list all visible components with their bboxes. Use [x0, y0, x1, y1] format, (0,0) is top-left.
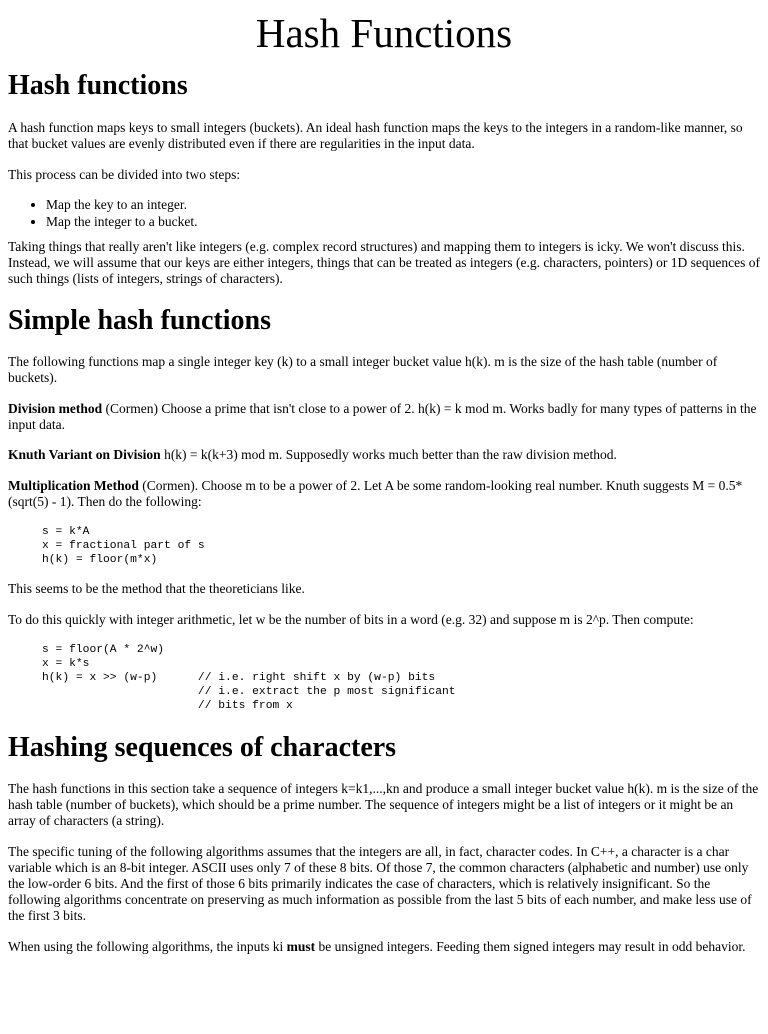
paragraph-knuth-variant — [8, 447, 760, 463]
section-heading-hash-functions: Hash functions — [8, 70, 188, 101]
paragraph-character-codes: The specific tuning of the following algorithms assumes that the integers are all, in fact, character codes. In C++, a character is a char variable which is an 8-bit integer. ASCII uses only 7 of these 8 bits. Of those 7, the common characters (alphabetic and number) use only the low-order 6 bits. And the first of those 6 bits primarily indicates the case of characters, which is relatively insignificant. So the following algorithms concentrate on preserving as much information as possible from the last 5 bits of each number, and make less use of the first 3 bits. — [8, 844, 752, 923]
paragraph-multiplication-method — [8, 478, 760, 510]
code-block-multiplication: s = k*A x = fractional part of s h(k) = floor(m*x) — [42, 526, 205, 566]
paragraph-icky-keys: Taking things that really aren't like integers (e.g. complex record structures) and mapping them to integers is icky. We won't discuss this. Instead, we will assume that our keys are either integers, things that can be treated as integers (e.g. characters, pointers) or 1D sequences of such things (lists of integers, strings of characters). — [8, 239, 760, 286]
steps-list — [8, 196, 760, 230]
knuth-variant-label: Knuth Variant on Division — [8, 447, 161, 462]
emphasis-must: must — [286, 939, 316, 954]
section-heading-hashing-sequences: Hashing sequences of characters — [8, 732, 397, 763]
multiplication-method-label: Multiplication Method — [8, 478, 139, 493]
paragraph-unsigned-inputs — [8, 939, 760, 955]
paragraph-simple-intro: The following functions map a single integer key (k) to a small integer bucket value h(k). m is the size of the hash table (number of buckets). — [8, 354, 718, 385]
list-item: • Map the integer to a bucket. — [46, 213, 760, 230]
paragraph-integer-arithmetic: To do this quickly with integer arithmetic, let w be the number of bits in a word (e.g. 32) and suppose m is 2^p. Then compute: — [8, 612, 694, 627]
section-heading-simple-hash-functions: Simple hash functions — [8, 305, 271, 336]
paragraph-theoreticians: This seems to be the method that the theoreticians like. — [8, 581, 305, 596]
code-block-integer-arithmetic: s = floor(A * 2^w) x = k*s h(k) = x >> (w-p) // i.e. right shift x by (w-p) bits // i.e. extract the p most significant // bits from x — [42, 644, 456, 712]
multiplication-method-text: (Cormen). Choose m to be a power of 2. Let A be some random-looking real number. Knuth suggests M = 0.5*(sqrt(5) - 1). Then do the following: — [8, 478, 743, 509]
knuth-variant-text: h(k) = k(k+3) mod m. Supposedly works much better than the raw division method. — [160, 447, 617, 462]
unsigned-inputs-text-before: When using the following algorithms, the inputs ki — [8, 939, 287, 954]
paragraph-hash-intro: A hash function maps keys to small integers (buckets). An ideal hash function maps the keys to the integers in a random-like manner, so that bucket values are evenly distributed even if there are regularities in the input data. — [8, 120, 743, 151]
paragraph-division-method — [8, 401, 760, 433]
division-method-label: Division method — [8, 401, 103, 416]
paragraph-two-steps: This process can be divided into two steps: — [8, 167, 241, 182]
list-item: • Map the key to an integer. — [46, 196, 760, 213]
unsigned-inputs-text-after: be unsigned integers. Feeding them signed integers may result in odd behavior. — [315, 939, 746, 954]
document-page — [0, 10, 768, 955]
division-method-text: (Cormen) Choose a prime that isn't close to a power of 2. h(k) = k mod m. Works badly for many types of patterns in the input data. — [8, 401, 757, 432]
page-title: Hash Functions — [255, 10, 513, 56]
paragraph-sequence-intro: The hash functions in this section take a sequence of integers k=k1,...,kn and produce a small integer bucket value h(k). m is the size of the hash table (number of buckets), which should be a prime number. The sequence of integers might be a list of integers or it might be an array of characters (a string). — [8, 781, 759, 828]
